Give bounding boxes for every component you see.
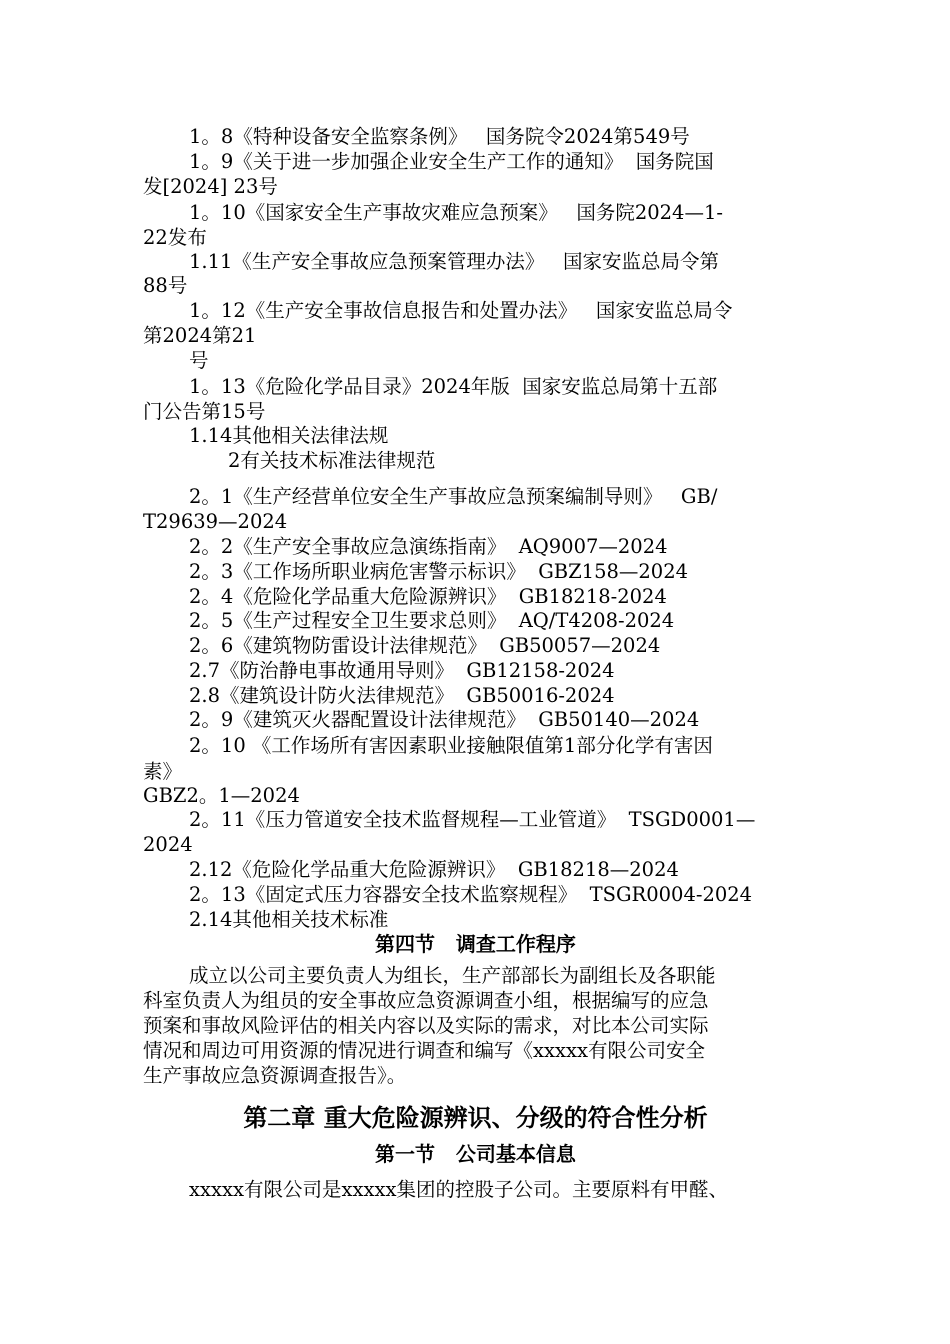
text-line: 1。8《特种设备安全监察条例》 国务院令2024第549号: [189, 125, 690, 148]
subsection-heading: 2有关技术标准法律规范: [228, 449, 436, 472]
text-line: 2。11《压力管道安全技术监督规程—工业管道》 TSGD0001—: [189, 808, 756, 831]
paragraph-line: 生产事故应急资源调查报告》。: [143, 1064, 407, 1087]
paragraph-line: 预案和事故风险评估的相关内容以及实际的需求，对比本公司实际: [143, 1014, 709, 1037]
text-line: 22发布: [143, 226, 207, 249]
text-line: 1.14其他相关法律法规: [189, 424, 389, 447]
paragraph-line: 科室负责人为组员的安全事故应急资源调查小组，根据编写的应急: [143, 989, 709, 1012]
text-line: 2。13《固定式压力容器安全技术监察规程》 TSGR0004-2024: [189, 883, 753, 906]
text-line: 发[2024] 23号: [143, 175, 278, 198]
text-line: 1。12《生产安全事故信息报告和处置办法》 国家安监总局令: [189, 299, 733, 322]
text-line: 2.14其他相关技术标准: [189, 908, 389, 931]
text-line: 2。4《危险化学品重大危险源辨识》 GB18218-2024: [189, 585, 667, 608]
text-line: 2.12《危险化学品重大危险源辨识》 GB18218—2024: [189, 858, 679, 881]
text-line: 1。13《危险化学品目录》2024年版 国家安监总局第十五部: [189, 375, 718, 398]
text-line: 1。10《国家安全生产事故灾难应急预案》 国务院2024—1-: [189, 201, 723, 224]
text-line: 1。9《关于进一步加强企业安全生产工作的通知》 国务院国: [189, 150, 714, 173]
text-line: 88号: [143, 274, 188, 297]
text-line: 2024: [143, 833, 193, 856]
text-line: 素》: [143, 760, 183, 783]
text-line: 2.7《防治静电事故通用导则》 GB12158-2024: [189, 659, 615, 682]
text-line: 2。5《生产过程安全卫生要求总则》 AQ/T4208-2024: [189, 609, 675, 632]
text-line: 2。2《生产安全事故应急演练指南》 AQ9007—2024: [189, 535, 668, 558]
text-line: 门公告第15号: [143, 400, 266, 423]
paragraph-line: 情况和周边可用资源的情况进行调查和编写《xxxxx有限公司安全: [143, 1039, 705, 1062]
section-title: 第一节 公司基本信息: [375, 1142, 576, 1166]
chapter-title: 第二章 重大危险源辨识、分级的符合性分析: [243, 1104, 708, 1132]
text-line: 2。6《建筑物防雷设计法律规范》 GB50057—2024: [189, 634, 661, 657]
paragraph-line: xxxxx有限公司是xxxxx集团的控股子公司。主要原料有甲醛、: [189, 1178, 728, 1201]
paragraph-line: 成立以公司主要负责人为组长，生产部部长为副组长及各职能: [189, 964, 716, 987]
text-line: 2。3《工作场所职业病危害警示标识》 GBZ158—2024: [189, 560, 689, 583]
text-line: 2.8《建筑设计防火法律规范》 GB50016-2024: [189, 684, 615, 707]
text-line: T29639—2024: [143, 510, 288, 533]
section-title: 第四节 调查工作程序: [375, 932, 576, 956]
text-line: 第2024第21: [143, 324, 257, 347]
text-line: 号: [189, 349, 209, 372]
text-line: 2。10 《工作场所有害因素职业接触限值第1部分化学有害因: [189, 734, 713, 757]
text-line: 2。9《建筑灭火器配置设计法律规范》 GB50140—2024: [189, 708, 700, 731]
text-line: 2。1《生产经营单位安全生产事故应急预案编制导则》 GB/: [189, 485, 718, 508]
text-line: GBZ2。1—2024: [143, 784, 300, 807]
text-line: 1.11《生产安全事故应急预案管理办法》 国家安监总局令第: [189, 250, 720, 273]
